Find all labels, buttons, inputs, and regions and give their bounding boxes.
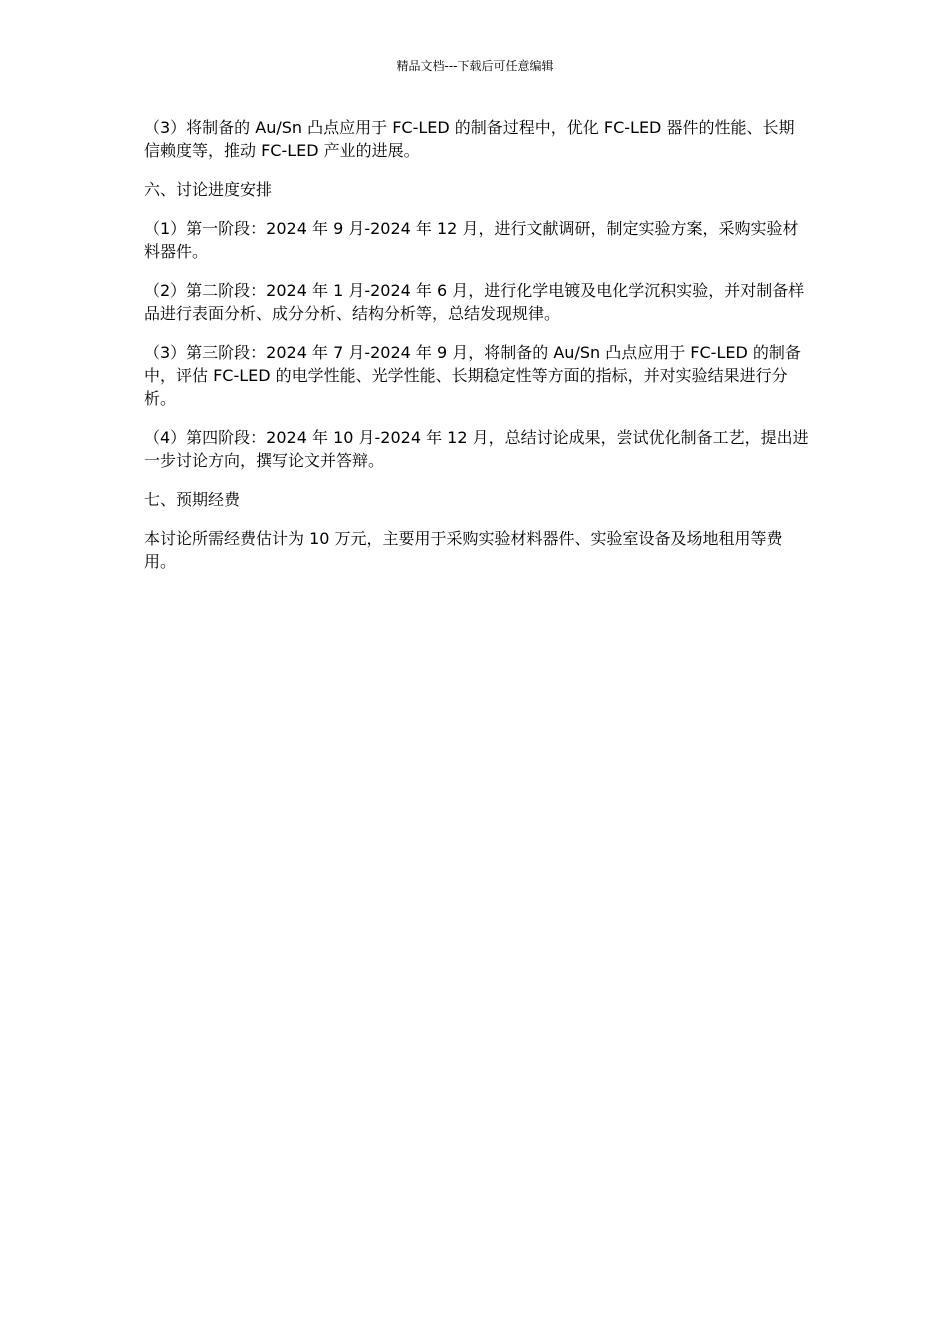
section-heading-schedule: 六、讨论进度安排 bbox=[144, 180, 273, 199]
paragraph-stage-4: （4）第四阶段：2024 年 10 月-2024 年 12 月，总结讨论成果，尝试优化制备工艺，提出进一步讨论方向，撰写论文并答辩。 bbox=[144, 428, 809, 470]
document-body bbox=[144, 116, 810, 589]
paragraph-expected-outcome-3: （3）将制备的 Au/Sn 凸点应用于 FC-LED 的制备过程中，优化 FC-LED 器件的性能、长期信赖度等，推动 FC-LED 产业的进展。 bbox=[144, 118, 795, 160]
paragraph-budget: 本讨论所需经费估计为 10 万元，主要用于采购实验材料器件、实验室设备及场地租用等费用。 bbox=[144, 529, 783, 571]
paragraph-stage-2: （2）第二阶段：2024 年 1 月-2024 年 6 月，进行化学电镀及电化学沉积实验，并对制备样品进行表面分析、成分分析、结构分析等，总结发现规律。 bbox=[144, 281, 805, 323]
page-header: 精品文档---下载后可任意编辑 bbox=[396, 59, 554, 73]
section-heading-budget: 七、预期经费 bbox=[144, 490, 241, 509]
paragraph-stage-1: （1）第一阶段：2024 年 9 月-2024 年 12 月，进行文献调研，制定实验方案，采购实验材料器件。 bbox=[144, 219, 799, 261]
paragraph-stage-3: （3）第三阶段：2024 年 7 月-2024 年 9 月，将制备的 Au/Sn 凸点应用于 FC-LED 的制备中，评估 FC-LED 的电学性能、光学性能、长期稳定性等方面的指标，并对实验结果进行分析。 bbox=[144, 343, 801, 408]
